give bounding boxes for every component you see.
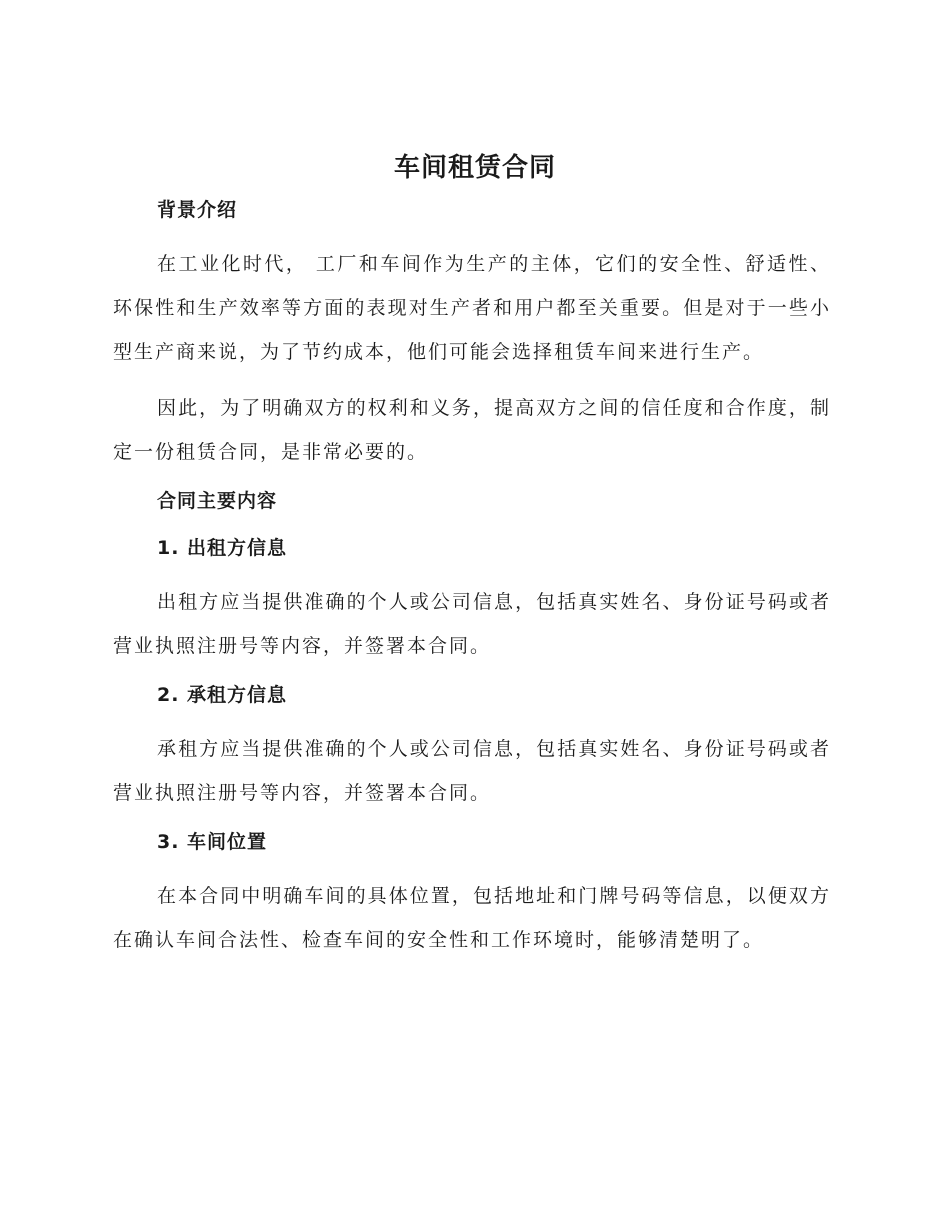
paragraph-lessee-info: 承租方应当提供准确的个人或公司信息，包括真实姓名、身份证号码或者营业执照注册号等内容，并签署本合同。 [113,738,831,804]
section-heading-background: 背景介绍 [157,199,238,221]
paragraph-background-2: 因此，为了明确双方的权利和义务，提高双方之间的信任度和合作度，制定一份租赁合同，是非常必要的。 [113,397,831,463]
section-heading-lessee-info: 2. 承租方信息 [157,684,288,706]
document-body [113,195,831,974]
paragraph-background-1: 在工业化时代， 工厂和车间作为生产的主体，它们的安全性、舒适性、环保性和生产效率等方面的表现对生产者和用户都至关重要。但是对于一些小型生产商来说，为了节约成本，他们可能会选择租赁车间来进行生产。 [113,253,831,363]
section-heading-main-content: 合同主要内容 [157,490,278,512]
section-heading-lessor-info: 1. 出租方信息 [157,537,288,559]
document-title: 车间租赁合同 [393,153,556,183]
paragraph-lessor-info: 出租方应当提供准确的个人或公司信息，包括真实姓名、身份证号码或者营业执照注册号等内容，并签署本合同。 [113,591,831,657]
paragraph-workshop-location: 在本合同中明确车间的具体位置，包括地址和门牌号码等信息，以便双方在确认车间合法性、检查车间的安全性和工作环境时，能够清楚明了。 [113,885,831,951]
section-heading-workshop-location: 3. 车间位置 [157,831,268,853]
